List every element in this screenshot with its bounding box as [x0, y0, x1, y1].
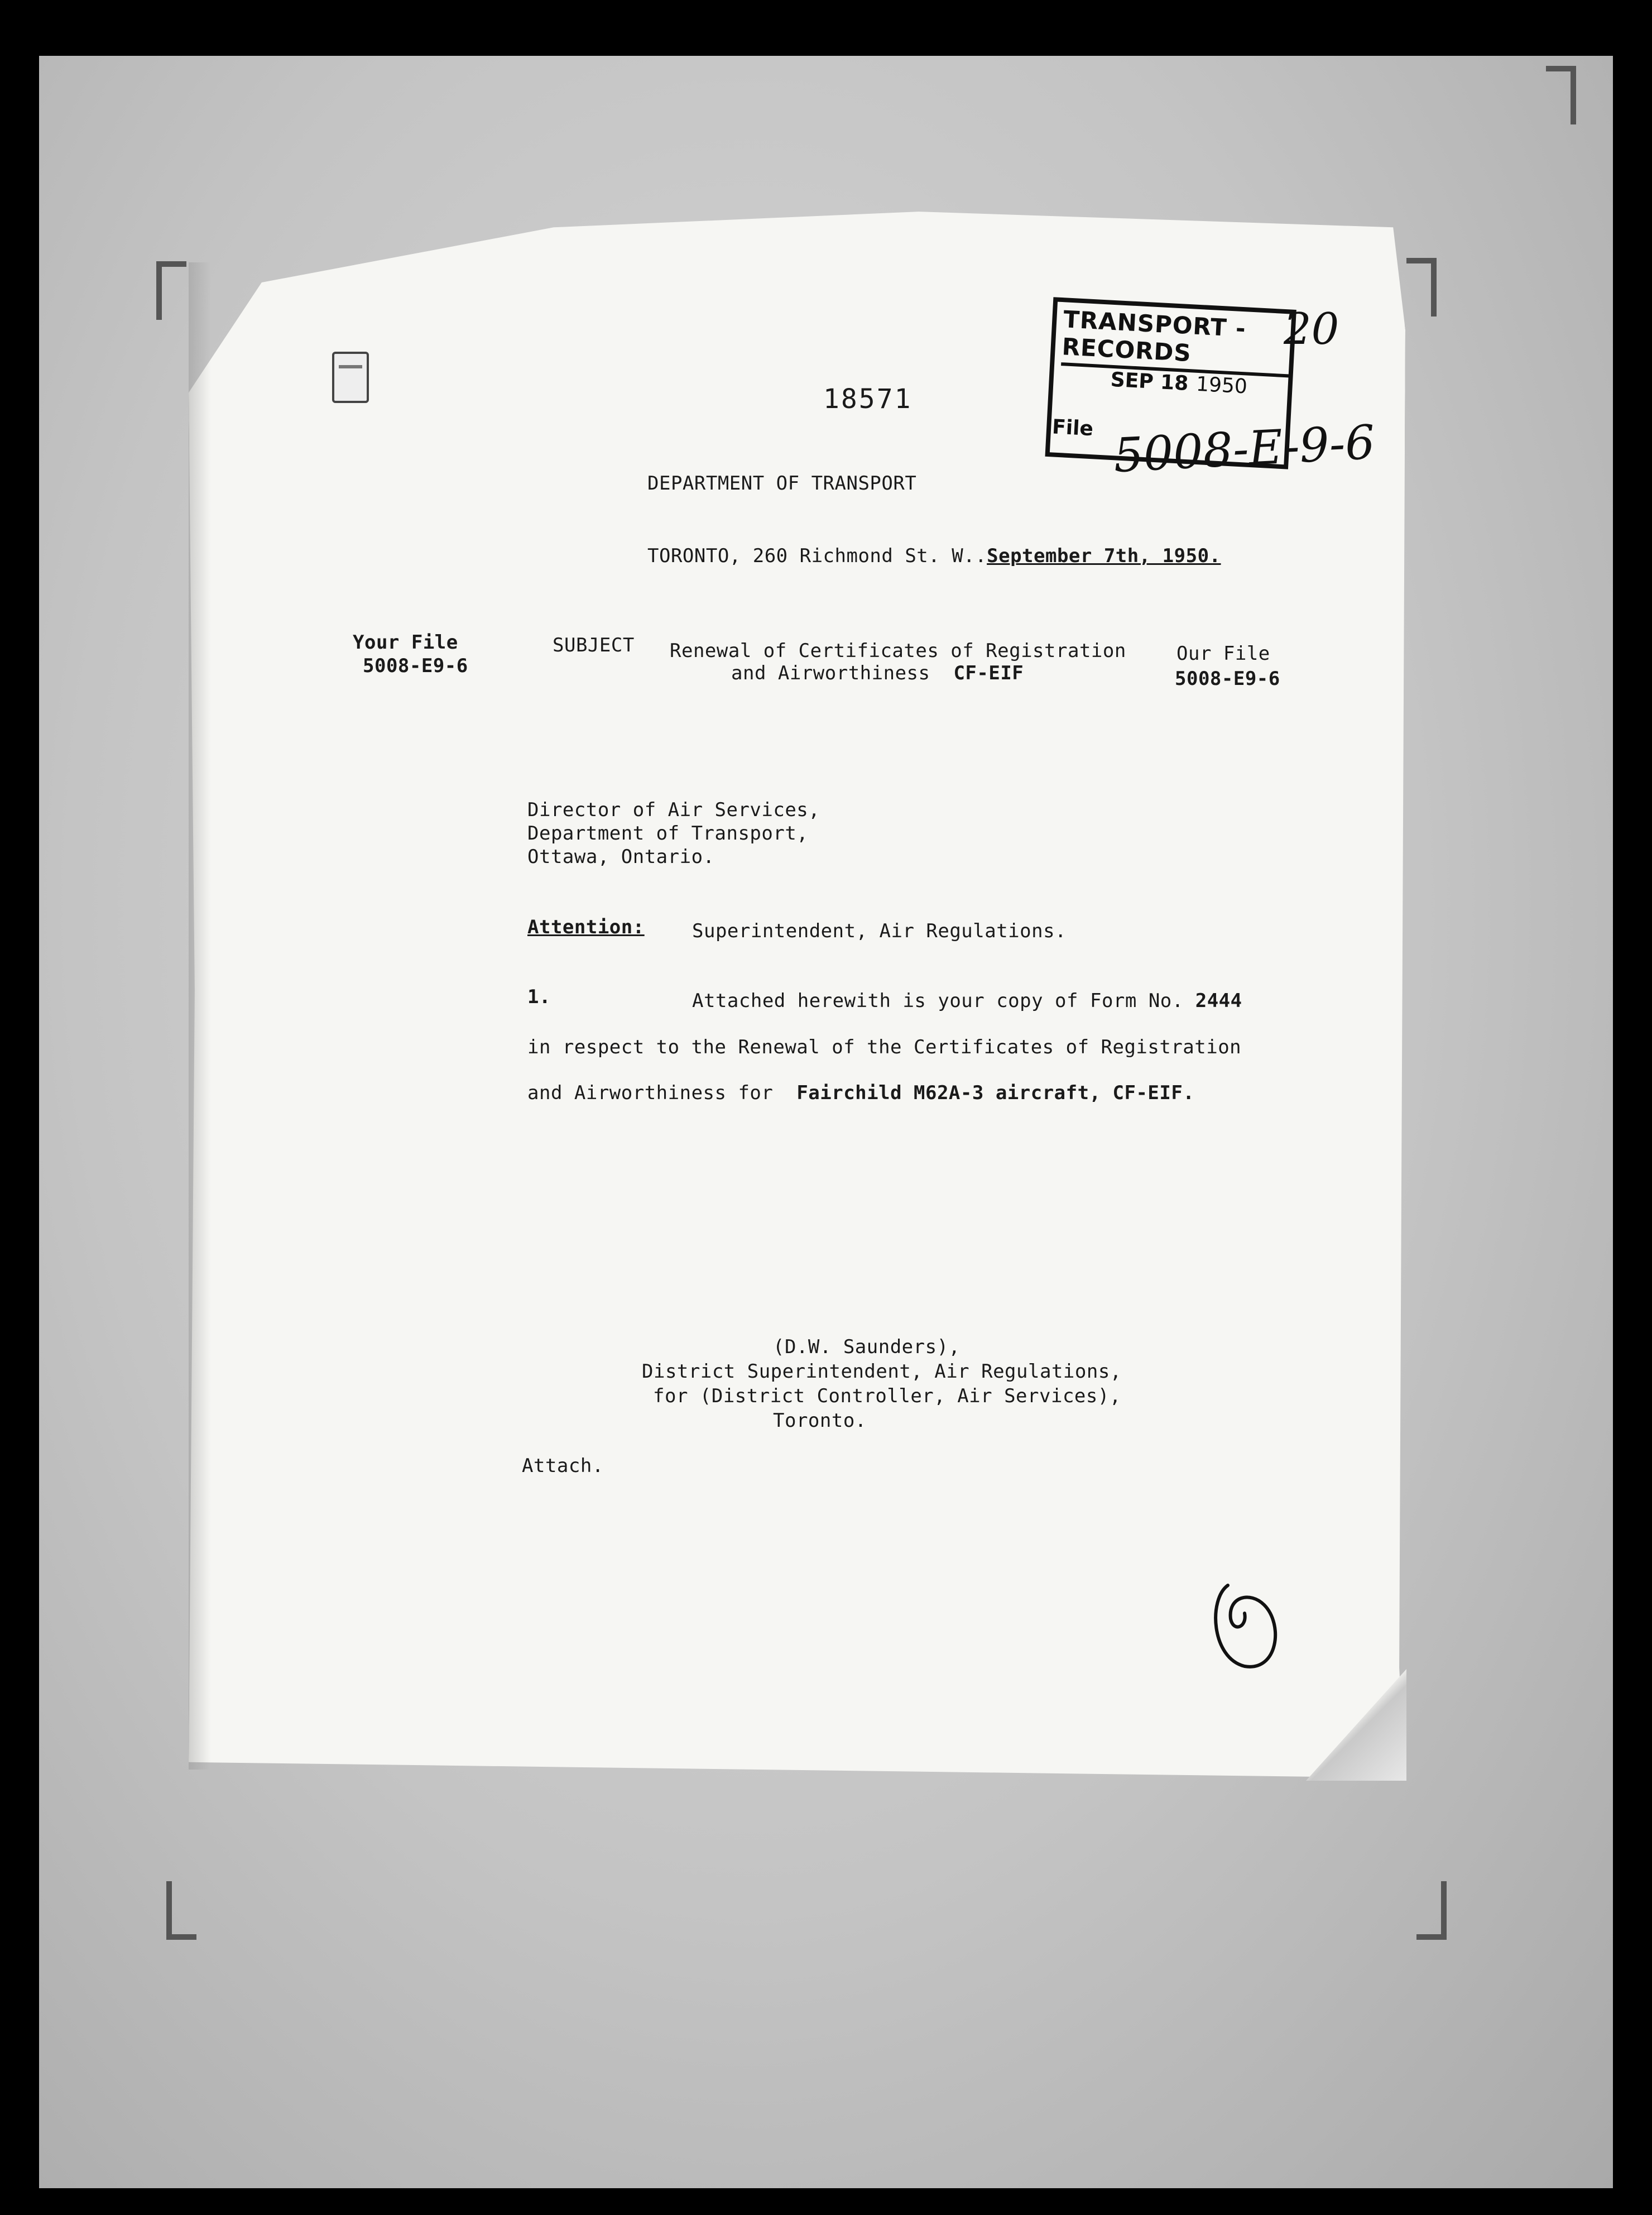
- stamp-date-month: SEP 18: [1110, 368, 1189, 396]
- subject-registration: CF-EIF: [953, 662, 1024, 684]
- stamp-title: TRANSPORT - RECORDS: [1061, 305, 1293, 377]
- body-text-3: and Airworthiness for: [527, 1082, 774, 1104]
- body-line-1: [692, 989, 1242, 1013]
- our-file-label: Our File: [1176, 643, 1270, 665]
- paragraph-number: 1.: [527, 986, 551, 1008]
- signature-name: (D.W. Saunders),: [773, 1336, 961, 1358]
- crop-mark-bottom-left: [166, 1881, 196, 1940]
- our-file-number: 5008-E9-6: [1175, 668, 1280, 690]
- crop-mark-top-right-outer: [1546, 66, 1576, 124]
- attention-value: Superintendent, Air Regulations.: [692, 920, 1067, 942]
- stamp-file-label: File: [1051, 415, 1094, 441]
- attention-label: Attention:: [527, 916, 645, 938]
- letter-date: September 7th, 1950.: [987, 545, 1221, 567]
- sheet-shadow: [189, 262, 211, 1770]
- body-text-1: Attached herewith is your copy of Form No.: [692, 990, 1184, 1012]
- signature-for: for (District Controller, Air Services),: [653, 1385, 1121, 1407]
- handwritten-circle-mark: [1206, 1574, 1289, 1675]
- subject-label: SUBJECT: [553, 634, 635, 656]
- form-number: 2444: [1195, 990, 1242, 1012]
- department-heading: DEPARTMENT OF TRANSPORT: [647, 472, 917, 495]
- signature-city: Toronto.: [773, 1409, 867, 1432]
- crop-mark-bottom-right: [1416, 1881, 1447, 1940]
- address-line: [647, 544, 1221, 568]
- subject-line-1: Renewal of Certificates of Registration: [670, 640, 1126, 662]
- signature-title: District Superintendent, Air Regulations,: [642, 1360, 1122, 1383]
- crop-mark-top-left: [156, 261, 186, 320]
- recipient-line-1: Director of Air Services,: [527, 799, 820, 821]
- document-number: 18571: [823, 383, 913, 415]
- handwritten-file-number: 5008-E-9-6: [1112, 414, 1376, 483]
- subject-airworthiness: and Airworthiness: [731, 662, 930, 684]
- paperclip-icon: [332, 352, 369, 403]
- subject-line-2: [731, 661, 1024, 685]
- body-line-3: [527, 1081, 1194, 1105]
- crop-mark-top-right: [1406, 258, 1437, 317]
- recipient-line-2: Department of Transport,: [527, 822, 809, 845]
- handwritten-annotation: 20: [1284, 304, 1339, 354]
- aircraft-details: Fairchild M62A-3 aircraft, CF-EIF.: [796, 1082, 1195, 1104]
- attachment-note: Attach.: [522, 1455, 604, 1477]
- your-file-label: Your File: [353, 631, 458, 654]
- your-file-number: 5008-E9-6: [363, 655, 468, 677]
- address: TORONTO, 260 Richmond St. W..: [647, 545, 987, 567]
- stamp-date-year: 1950: [1195, 372, 1248, 399]
- body-line-2: in respect to the Renewal of the Certificates of Registration: [527, 1036, 1242, 1058]
- recipient-line-3: Ottawa, Ontario.: [527, 846, 715, 868]
